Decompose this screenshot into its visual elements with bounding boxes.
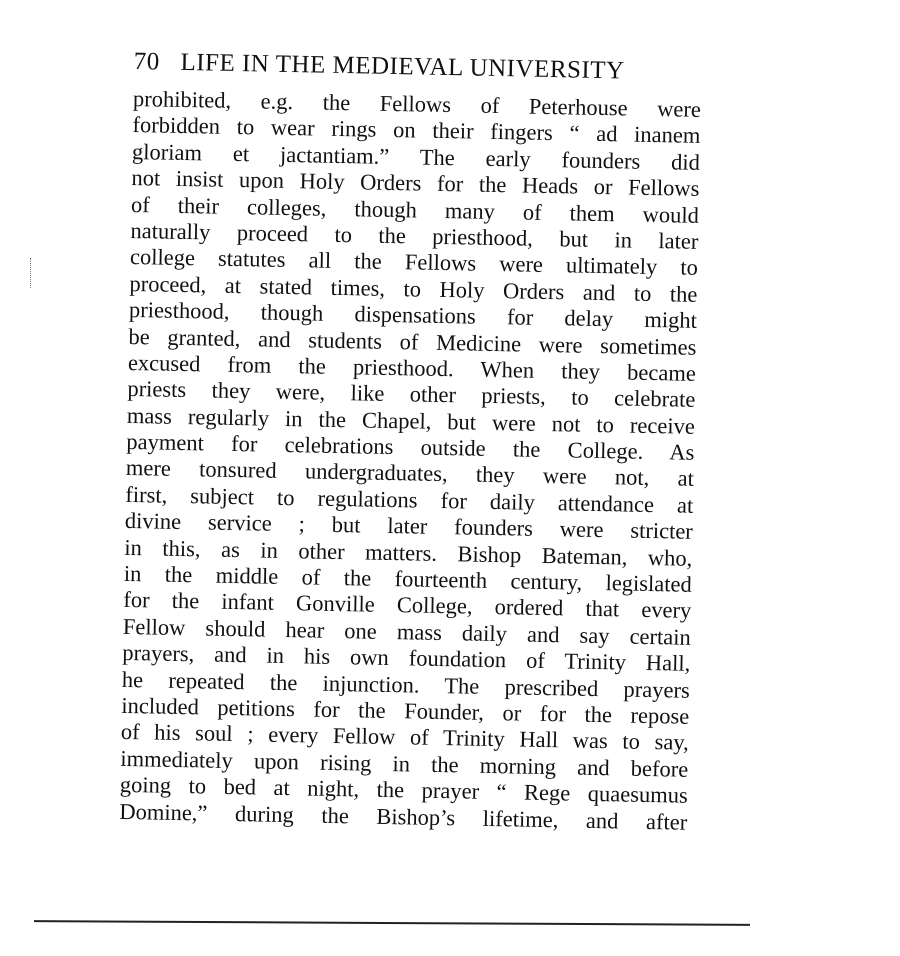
text-line: in this, as in other matters. Bishop Bateman, who, — [124, 534, 693, 571]
text-line: for the infant Gonville College, ordered that every — [123, 587, 692, 624]
text-line: divine service ; but later founders were stricter — [124, 508, 694, 545]
text-line: first, subject to regulations for daily attendance at — [125, 481, 694, 518]
bottom-rule — [34, 920, 750, 926]
text-line: college statutes all the Fellows were ultimately to — [129, 244, 699, 281]
text-line: of their colleges, though many of them would — [130, 191, 700, 228]
page-number: 70 — [133, 48, 160, 76]
text-line: gloriam et jactantiam.” The early founders did — [131, 138, 701, 175]
text-line: immediately upon rising in the morning and before — [120, 745, 689, 782]
text-line: not insist upon Holy Orders for the Heads or Fellows — [131, 165, 700, 202]
text-line: prohibited, e.g. the Fellows of Peterhouse were — [132, 85, 702, 122]
text-line: Domine,” during the Bishop’s lifetime, and after — [119, 798, 688, 835]
text-line: prayers, and in his own foundation of Trinity Hall, — [122, 640, 691, 676]
text-line: be granted, and students of Medicine were sometimes — [128, 323, 697, 360]
text-line: forbidden to wear rings on their fingers “ ad inanem — [132, 112, 701, 149]
text-line: included petitions for the Founder, or for the repose — [121, 692, 690, 729]
text-line: naturally proceed to the priesthood, but in later — [130, 217, 699, 254]
running-header — [133, 48, 701, 87]
text-line: mass regularly in the Chapel, but were not to receive — [126, 402, 696, 439]
text-line: of his soul ; every Fellow of Trinity Hall was to say, — [120, 719, 690, 756]
text-line: in the middle of the fourteenth century, legislated — [123, 560, 693, 597]
text-line: he repeated the injunction. The prescribed prayers — [121, 666, 691, 703]
document-page — [119, 48, 702, 836]
text-line: priests they were, like other priests, to celebrate — [127, 376, 696, 413]
text-line: priesthood, though dispensations for delay might — [128, 297, 698, 333]
body-text — [119, 86, 701, 836]
text-line: mere tonsured undergraduates, they were not, at — [125, 455, 695, 492]
text-line: proceed, at stated times, to Holy Orders and to the — [129, 270, 698, 307]
text-line: Fellow should hear one mass daily and say certain — [122, 613, 692, 650]
text-line: going to bed at night, the prayer “ Rege quaesumus — [119, 772, 688, 808]
running-title: LIFE IN THE MEDIEVAL UNIVERSITY — [180, 48, 625, 85]
text-line: payment for celebrations outside the College. As — [126, 429, 695, 465]
scan-mark — [30, 258, 33, 288]
text-line: excused from the priesthood. When they became — [127, 349, 697, 386]
